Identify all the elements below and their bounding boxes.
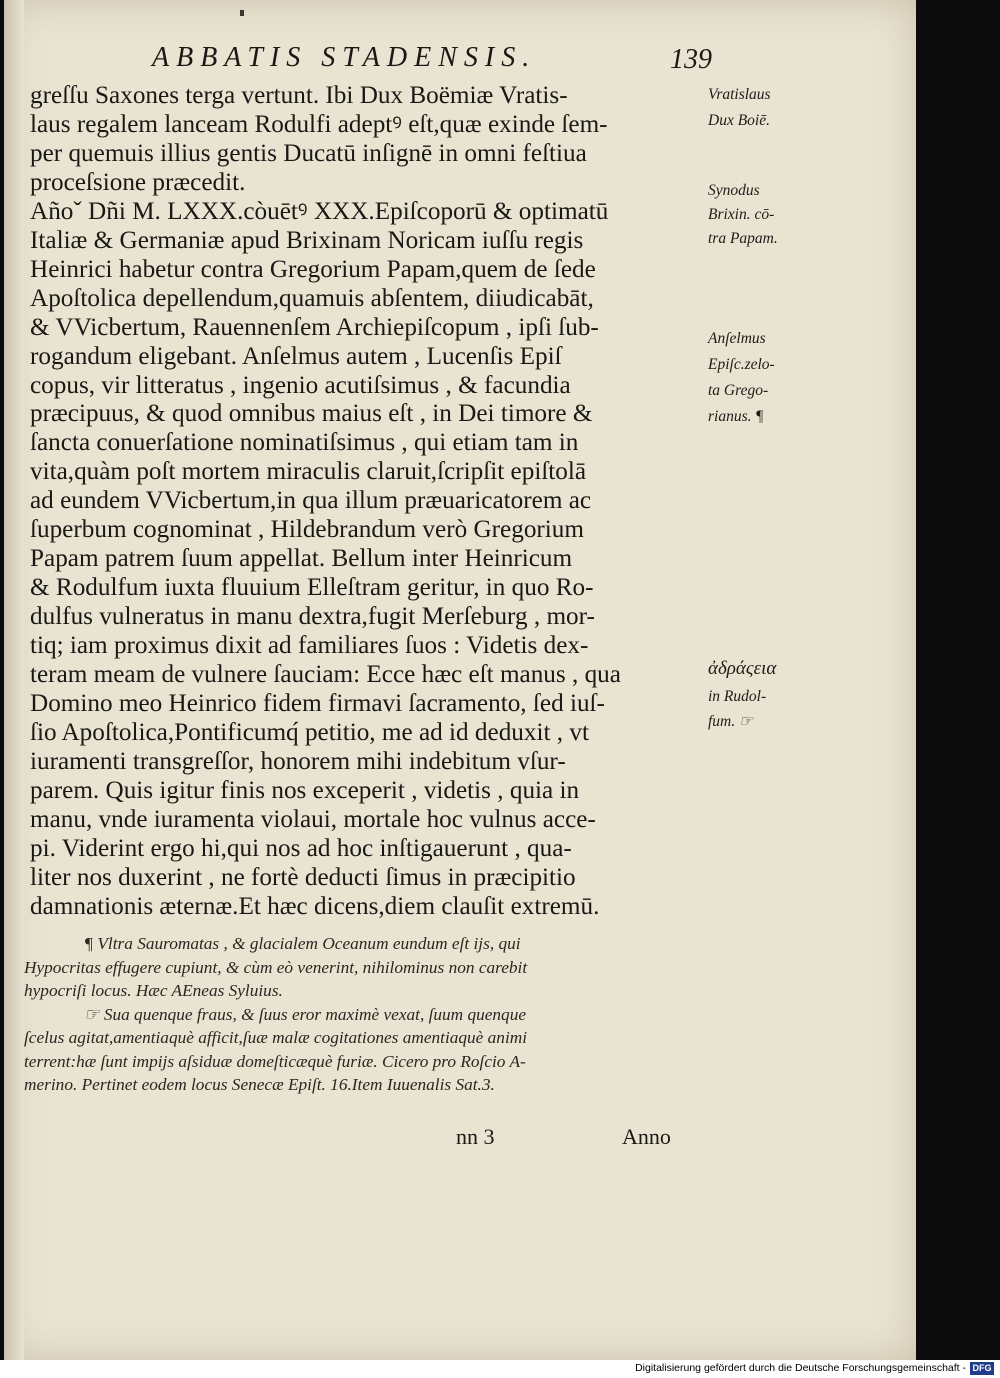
text-line: teram meam de vulnere ſauciam: Ecce hæc eſt manus , qua [30, 661, 621, 689]
text-line: ad eundem VVicbertum,in qua illum præuaricatorem ac [30, 487, 592, 515]
footnotes [24, 932, 704, 1097]
text-line: Papam patrem ſuum appellat. Bellum inter Heinricum [30, 545, 573, 573]
margin-note: ta Grego- [708, 382, 769, 399]
margin-note: in Rudol- [708, 688, 767, 705]
footnote-line: ¶ Vltra Sauromatas , & glacialem Oceanum eundum eſt ijs, qui [84, 934, 521, 953]
text-line: Heinrici habetur contra Gregorium Papam,quem de ſede [30, 255, 596, 283]
page-gutter [4, 0, 24, 1360]
text-line: per quemuis illius gentis Ducatū inſignē in omni feſtiua [30, 139, 587, 167]
text-line: greſſu Saxones terga vertunt. Ibi Dux Boëmiæ Vratis- [30, 82, 568, 109]
main-text-block [30, 82, 706, 922]
text-line: parem. Quis igitur finis nos exceperit , videtis , quia in [30, 776, 580, 804]
text-line: vita,quàm poſt mortem miraculis claruit,ſcripſit epiſtolā [30, 458, 587, 486]
book-page [4, 0, 916, 1360]
text-line: iuramenti transgreſſor, honorem mihi indebitum vſur- [30, 747, 566, 775]
text-line: ſio Apoſtolica,Pontificumq́ petitio, me ad id deduxit , vt [30, 718, 589, 746]
margin-note: Anſelmus [708, 330, 766, 347]
text-line: liter nos duxerint , ne fortè deducti ſimus in præcipitio [30, 863, 576, 891]
text-line: præcipuus, & quod omnibus maius eſt , in Dei timore & [30, 400, 593, 428]
ink-mark [240, 10, 244, 16]
text-line: copus, vir litteratus , ingenio acutiſsimus , & facundia [30, 371, 571, 399]
text-line: & VVicbertum, Rauennenſem Archiepiſcopum , ipſi ſub- [30, 313, 599, 341]
text-line: pi. Viderint ergo hi,qui nos ad hoc inſtigauerunt , qua- [30, 834, 572, 862]
margin-note: Vratislaus [708, 86, 771, 103]
footnote-line: ſcelus agitat,amentiaquè afficit,ſuæ malæ cogitationes amentiaquè animi [24, 1028, 528, 1047]
text-line: Apoſtolica depellendum,quamuis abſentem, diiudicabāt, [30, 284, 594, 312]
text-line: Italiæ & Germaniæ apud Brixinam Noricam iuſſu regis [30, 226, 584, 254]
page-number: 139 [670, 44, 712, 75]
dfg-logo-icon: DFG [970, 1362, 994, 1375]
text-line: rogandum eligebant. Anſelmus autem , Lucenſis Epiſ [30, 342, 562, 370]
margin-note: Epiſc.zelo- [708, 356, 775, 373]
footnote-line: merino. Pertinet eodem locus Senecæ Epiſt. 16.Item Iuuenalis Sat.3. [24, 1075, 495, 1094]
funding-credit: Digitalisierung gefördert durch die Deutsche Forschungsgemeinschaft - [635, 1362, 966, 1374]
text-line: manu, vnde iuramenta violaui, mortale hoc vulnus acce- [30, 805, 596, 833]
catchword: Anno [622, 1124, 671, 1149]
running-head: ABBATIS STADENSIS. [152, 42, 537, 73]
footnote-line: hypocriſi locus. Hæc AEneas Syluius. [24, 981, 283, 1000]
margin-note: fum. ☞ [708, 713, 753, 730]
text-line: laus regalem lanceam Rodulfi adeptꝰ eſt,quæ exinde ſem- [30, 110, 608, 138]
footnote-line: terrent:hæ ſunt impijs aſsiduæ domeſticæquè furiæ. Cicero pro Roſcio A- [24, 1051, 526, 1071]
text-line: Domino meo Heinrico fidem firmavi ſacramento, ſed iuſ- [30, 690, 605, 718]
text-line: dulfus vulneratus in manu dextra,fugit Merſeburg , mor- [30, 603, 595, 631]
text-line: ſancta conuerſatione nominatiſsimus , qui etiam tam in [30, 429, 579, 457]
text-line: damnationis æternæ.Et hæc dicens,diem clauſit extremū. [30, 892, 600, 920]
margin-note: Synodus [708, 182, 760, 199]
footnote-line: ☞ Sua quenque fraus, & ſuus eror maximè vexat, ſuum quenque [84, 1004, 527, 1024]
margin-note: ἀδράςεια [708, 658, 777, 679]
margin-note: Brixin. cō- [708, 206, 775, 223]
margin-note: rianus. ¶ [708, 408, 764, 425]
signature-mark: nn 3 [456, 1124, 495, 1149]
footnote-line: Hypocritas effugere cupiunt, & cùm eò venerint, nihilominus non carebit [24, 957, 528, 977]
text-line: proceſsione præcedit. [30, 168, 246, 196]
margin-note: Dux Boiē. [708, 112, 770, 129]
text-line: ſuperbum cognominat , Hildebrandum verò Gregorium [30, 516, 584, 544]
text-line: tiq; iam proximus dixit ad familiares ſuos : Videtis dex- [30, 632, 589, 660]
text-line: Añoˇ Dñi M. LXXX.còuētꝰ XXX.Epiſcoporū & optimatū [30, 197, 609, 225]
text-line: & Rodulfum iuxta fluuium Elleſtram geritur, in quo Ro- [30, 574, 594, 602]
margin-note: tra Papam. [708, 230, 778, 247]
